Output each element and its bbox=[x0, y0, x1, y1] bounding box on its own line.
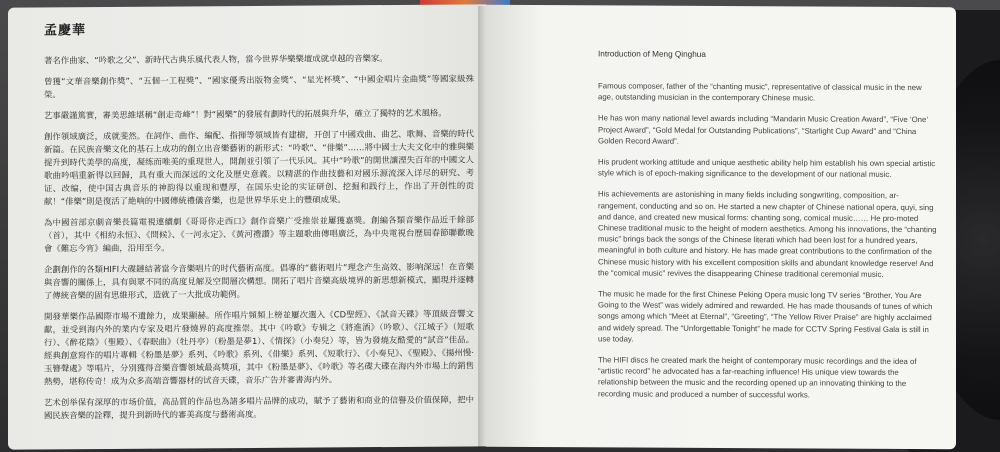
english-paragraph: His achievements are astonishing in many fields including songwriting, composition, ar-rangement, conducting and so on. He started a new chapter of Chinese national opera, quyi, sing and dance, and created new musical forms: chanting song, comical music…… He pro-moted Chinese traditional music to the height of modern aesthetics. Among his innovations, the “chanting music” brings back the songs of the Chinese literati which had been lost for a hundred years, meaningful in both culture and history. He has made great contributions to the confirmation of the Chinese music history with his excellent composition skills and abundant knowledge reserve! And the “comical music” revives the disappearing Chinese traditional ceremonial music. bbox=[598, 189, 937, 279]
booklet-right-page bbox=[486, 5, 956, 449]
chinese-paragraph: 企劃創作的各類HIFI大碟鏈結著當今音樂唱片的时代藝術高度。倡導的“藝術唱片”理念产生高效、影响深远！在音樂與音響的關係上，具有與眾不同的高度見解及空間層次構想。開拓了唱片音樂高級境界的新思想新模式，顯現并逐轉了傳統音樂的固有思維形式，造就了一大批成功範例。 bbox=[44, 261, 474, 301]
english-paragraph: The music he made for the first Chinese Peking Opera music long TV series “Brother, You Are Going to the West” was widely admired and rewarded. He has made thousands of tunes of which songs among which “Meet at Eternal”, “Greeting”, “The Yellow River Praise” are highly acclaimed and widely spread. The “Unforgettable Tonight” he made for CCTV Spring Festival Gala is still in use today. bbox=[598, 289, 933, 344]
chinese-paragraph: 開發華樂作品國際市場不遺餘力，成果顯赫。所作唱片頻頻上榜並屢次選入《CD聖經》、《試音天碟》等頂級音響文獻，並受到海内外的業内专家及唱片發燒界的高度推崇。其中《吟歌》专辑之《將進酒》（吟歌）、《江城子》（短歌行）、《醉花陰》（聖殿）、《春眠曲》（牡丹亭）（粉墨是夢1）、《情探》（小奏兒）等，皆为發燒友酷愛的“試音”佳品。經典創意寫作的唱片專輯《粉墨是夢》系列、《吟歌》系列、《俳樂》系列、《短歌行》、《小奏兒》、《聖殿》、《揚州慢·玉簪聲處》等唱片，分別獲得音樂音響領域最高獎項，其中《粉墨是夢》、《吟歌》等名碟大碟在海内外市場上的銷售熱勢，堪称传奇！成为众多高端音響器材的试音天碟，音乐广告并審書海内外。 bbox=[44, 308, 474, 387]
chinese-paragraph: 艺术创举保有深厚的市场价值，高品質的作品也為諸多唱片品牌的成功，賦予了藝術和商业的信譽及价值保障，把中國民族音樂的詮釋，提升到新時代的審美高度与藝術高度。 bbox=[44, 394, 474, 421]
chinese-title: 孟慶華 bbox=[44, 23, 87, 39]
chinese-paragraph: 為中國首部京劇音樂長篇電視連續劇《哥哥你走西口》創作音樂广受推崇並屢獲嘉獎。創編各類音樂作品近千餘部（首），其中《相約永恒》、《問候》、《一河永定》、《黃河禮讚》等主題歌曲傳唱廣泛，為中央電視台歷屆春節聯歡晚會《難忘今宵》編曲，沿用至今。 bbox=[44, 214, 474, 254]
english-paragraph: Famous composer, father of the “chanting music”, representative of classical music in the new age, outstanding musician in the contemporary Chinese music. bbox=[598, 81, 922, 103]
booklet-left-page bbox=[8, 4, 486, 449]
english-title: Introduction of Meng Qinghua bbox=[598, 49, 706, 59]
chinese-paragraph: 曾獲“文華音樂創作獎”、“五個一工程獎”、“國家優秀出版物金獎”、“星光杯獎”、“中國金唱片金曲獎”等國家級殊榮。 bbox=[44, 73, 474, 100]
english-paragraph: He has won many national level awards including “Mandarin Music Creation Award”, “Five ‘One’ Project Award”, “Gold Medal for Outstanding Publications”, “Starlight Cup Award” and “China Golden Record Award”. bbox=[598, 113, 928, 146]
chinese-paragraph: 創作領域廣泛，成就斐然。在詞作、曲作、編配、指揮等領域皆有建樹，开创了中國戏曲、曲艺、歌舞、音樂的時代新篇。在民族音樂文化的基石上成功的創立出音樂藝術的新形式：“吟歌”、“俳樂”……將中國士大夫文化中的雅與樂提升到時代美學的高度，凝练而唯美的重现世人，開創並引領了一代乐风。其中“吟歌”的開世讓湮失百年的中國文人歌曲吟唱重新得以回歸，具有重大而深远的文化及歷史意義。以精湛的作曲技藝和对國乐源流深入详尽的研究、考证、改编，使中国古典音乐的神韵得以重现和豐厚，在国乐史论的实证研创、挖掘和践行上，作出了开创性的贡献！“俳樂”則是復活了絶响的中國傳統禮儀音樂，也是世界华乐史上的豐碩成果。 bbox=[44, 128, 474, 207]
chinese-paragraph: 艺事嚴謹篤實，審美思維堪稱“創走奇峰”！對“國樂”的發展有劃時代的拓展與升华，確立了獨特的艺术風格。 bbox=[44, 107, 447, 121]
chinese-paragraph: 著名作曲家、“吟歌之父”、新時代古典乐風代表人物，當今世界华樂樂壇成就卓越的音樂家。 bbox=[44, 53, 388, 66]
english-paragraph: His prudent working attitude and unique aesthetic ability help him establish his own special artistic style which is of epoch-making significance to the development of our national music. bbox=[598, 157, 936, 180]
english-paragraph: The HIFI discs he created mark the height of contemporary music recordings and the idea of “artistic record” he advocated has a far-reaching influence! His unique view towards the relationship between the music and the recording opened up an innovating thinking to the recording music and produced a number of successful works. bbox=[598, 355, 917, 400]
